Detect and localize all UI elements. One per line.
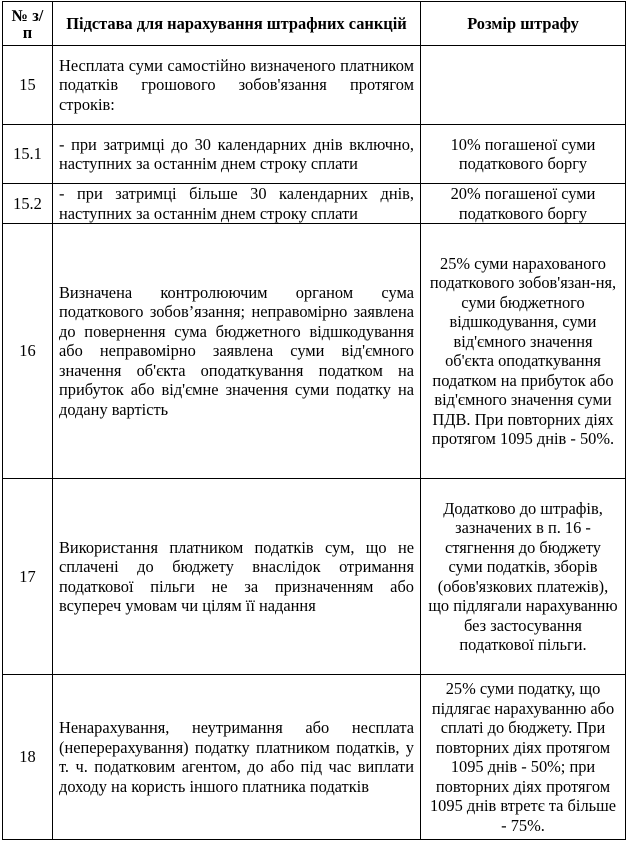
row-number: 15.2 xyxy=(3,184,53,224)
table-header-row xyxy=(3,2,626,46)
table-row xyxy=(3,224,626,479)
penalties-table xyxy=(2,1,626,840)
table-row xyxy=(3,479,626,675)
header-basis: Підстава для нарахування штрафних санкцій xyxy=(53,2,421,46)
row-basis: - при затримці до 30 календарних днів включно, наступних за останнім днем строку сплати xyxy=(53,125,421,184)
row-number: 18 xyxy=(3,675,53,840)
row-fine: Додатково до штрафів, зазначених в п. 16 - стягнення до бюджету суми податків, зборів (обов'язкових платежів), що підлягали нарахуванню без застосування податкової пільги. xyxy=(421,479,626,675)
row-fine: 20% погашеної суми податкового боргу xyxy=(421,184,626,224)
row-fine: 25% суми нарахованого податкового зобов'язан-ня, суми бюджетного відшкодування, суми від'ємного значення об'єкта оподаткування податком на прибуток або від'ємного значення суми ПДВ. При повторних діях протягом 1095 днів - 50%. xyxy=(421,224,626,479)
table-row xyxy=(3,125,626,184)
row-fine: 25% суми податку, що підлягає нарахуванню або сплаті до бюджету. При повторних діях протягом 1095 днів - 50%; при повторних діях протягом 1095 днів втретє та більше - 75%. xyxy=(421,675,626,840)
row-fine: 10% погашеної суми податкового боргу xyxy=(421,125,626,184)
row-basis: Використання платником податків сум, що не сплачені до бюджету внаслідок отримання податкової пільги не за призначенням або всупереч умовам чи цілям її надання xyxy=(53,479,421,675)
row-number: 16 xyxy=(3,224,53,479)
table-row xyxy=(3,675,626,840)
row-basis: Несплата суми самостійно визначеного платником податків грошового зобов'язання протягом строків: xyxy=(53,46,421,125)
row-basis: - при затримці більше 30 календарних днів, наступних за останнім днем строку сплати xyxy=(53,184,421,224)
header-number: № з/п xyxy=(3,2,53,46)
row-number: 17 xyxy=(3,479,53,675)
table-row xyxy=(3,46,626,125)
row-number: 15.1 xyxy=(3,125,53,184)
row-basis: Визначена контролюючим органом сума податкового зобов’язання; неправомірно заявлена до повернення сума бюджетного відшкодування або неправомірно заявлена суми від'ємного значення об'єкта оподаткування податком на прибуток або від'ємне значення суми податку на додану вартість xyxy=(53,224,421,479)
table-row xyxy=(3,184,626,224)
header-fine: Розмір штрафу xyxy=(421,2,626,46)
row-fine xyxy=(421,46,626,125)
row-number: 15 xyxy=(3,46,53,125)
row-basis: Ненарахування, неутримання або несплата (неперерахування) податку платником податків, у т. ч. податковим агентом, до або під час виплати доходу на користь іншого платника податків xyxy=(53,675,421,840)
